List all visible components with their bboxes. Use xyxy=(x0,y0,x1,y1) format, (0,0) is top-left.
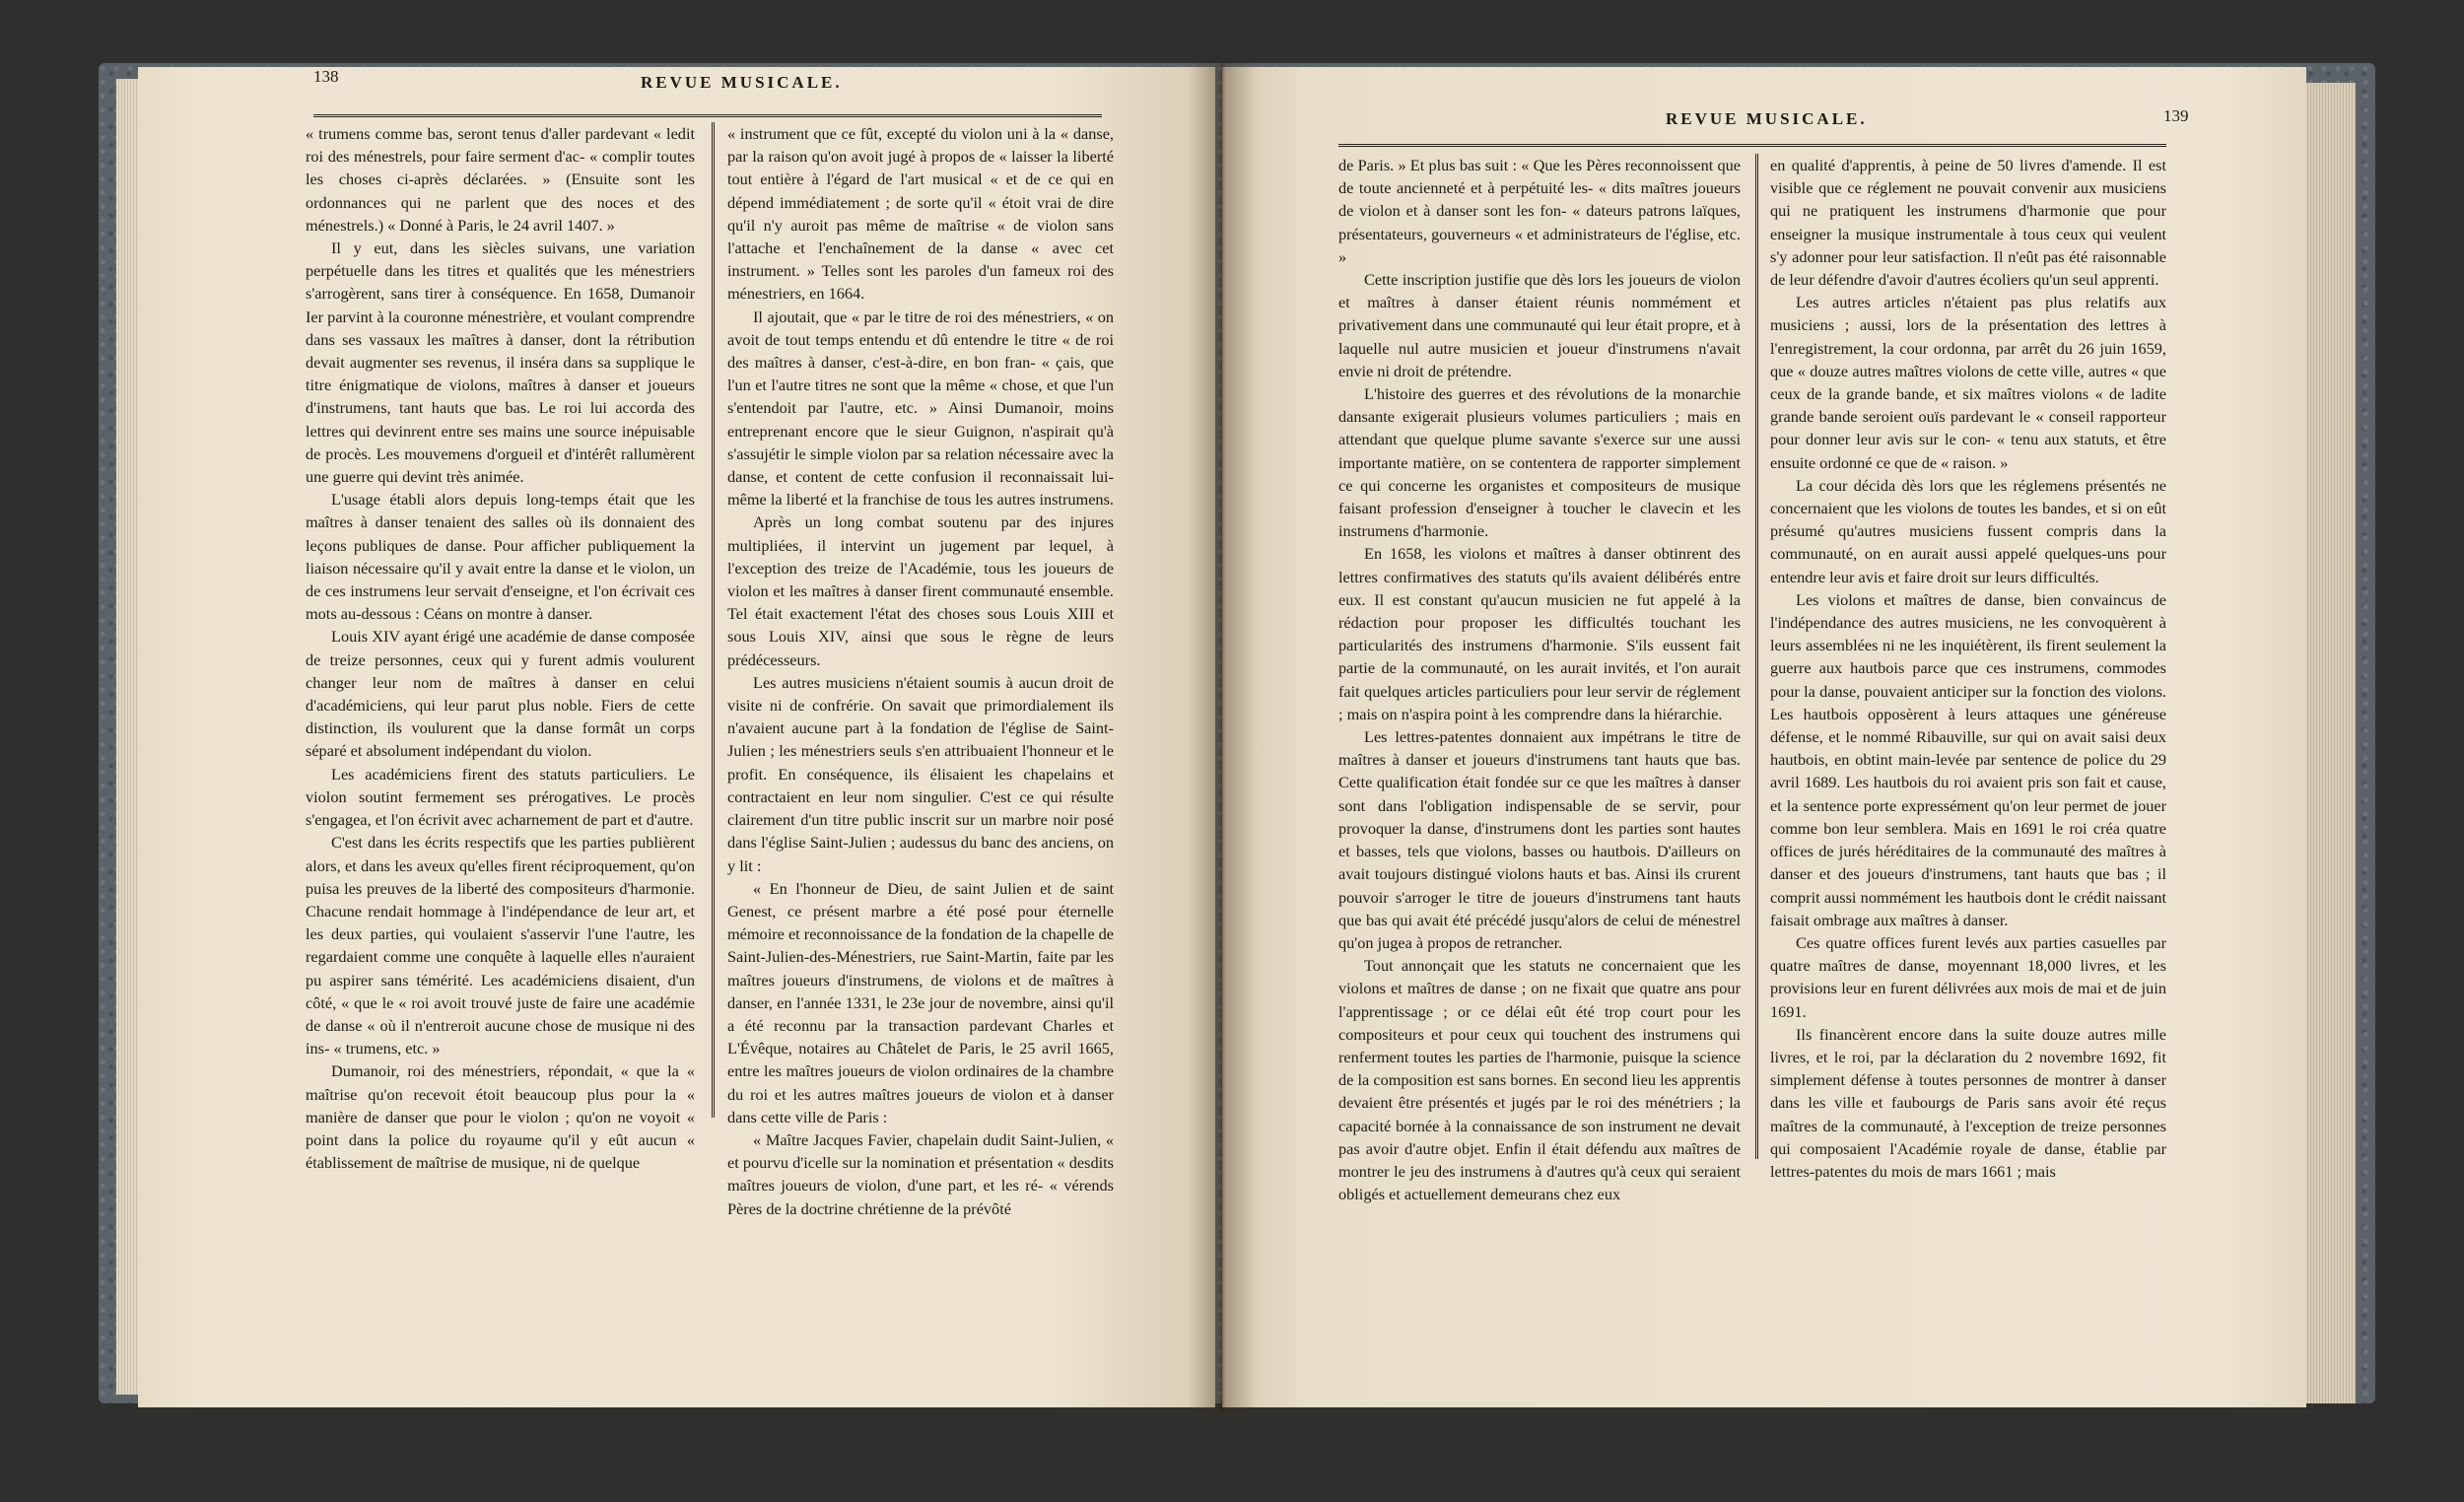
paragraph: En 1658, les violons et maîtres à danser obtinrent des lettres confirmatives des statuts qu'ils avaient délibérés entre eux. Il est constant qu'aucun musicien ne fut appelé à la rédaction pour proposer les difficultés touchant les particularités des instrumens d'harmonie. S'ils eussent fait partie de la communauté, on les aurait invités, et l'on aurait fait quelques articles particuliers pour leur servir de réglement ; mais on n'aspira point à les comprendre dans la hiérarchie. xyxy=(1338,544,1741,723)
paragraph: Les violons et maîtres de danse, bien convaincus de l'indépendance des autres musiciens, ne les convoquèrent à leurs assemblées ni ne les inquiétèrent, ils firent seulement la guerre aux hautbois parce que ces instrumens, commodes pour la danse, pouvaient anticiper sur la fonction des violons. Les hautbois opposèrent à leurs attaques une généreuse défense, et le nommé Ribauville, sur qui on avait saisi deux hautbois, en obtint main-levée par sentence de police du 29 avril 1689. Les hautbois du roi avaient pris son fait et cause, et la sentence porte expressément qu'on leur permet de jouer comme bon leur semblera. Mais en 1691 le roi créa quatre offices de jurés héréditaires de la communauté des maîtres à danser et des joueurs d'instrumens, tant hauts que bas ; il comprit aussi nommément les hautbois dont le crédit naissant faisait ombrage aux maîtres à danser. xyxy=(1770,589,2166,929)
paragraph: Ils financèrent encore dans la suite douze autres mille livres, et le roi, par la déclaration du 2 novembre 1692, fit simplement défense à toutes personnes de montrer à danser dans les ville et faubourgs de Paris sans avoir été reçus maîtres de la communauté, à l'exception de treize personnes qui composaient l'Académie royale de danse, établie par lettres-patentes du mois de mars 1661 ; mais xyxy=(1770,1024,2166,1181)
left-page xyxy=(138,67,1215,1407)
paragraph: Les autres articles n'étaient pas plus relatifs aux musiciens ; aussi, lors de la présentation des lettres à l'enregistrement, la cour ordonna, par arrêt du 26 juin 1659, que « douze autres maîtres violons de cette ville, autres « que ceux de la grande bande, et six maîtres violons « de ladite grande bande seroient ouïs pardevant le « conseil rapporteur pour donner leur avis sur le con- « tenu aux statuts, et être ensuite ordonné ce que de « raison. » xyxy=(1770,293,2166,472)
right-column-1 xyxy=(1338,154,1741,1205)
left-column-2 xyxy=(727,122,1114,1220)
running-head: REVUE MUSICALE. xyxy=(641,73,843,92)
right-column-2 xyxy=(1770,154,2166,1183)
paragraph: Il y eut, dans les siècles suivans, une variation perpétuelle dans les titres et qualités que les ménestriers s'arrogèrent, sans tirer à conséquence. En 1658, Dumanoir Ier parvint à la couronne ménestrière, et voulant comprendre dans ses vassaux les maîtres à danser, dont la rétribution devait augmenter ses revenus, il inséra dans sa supplique le titre énigmatique de violons, maîtres à danser et joueurs d'instrumens, tant hauts que bas. Le roi lui accorda des lettres qui devinrent entre ses mains une source inépuisable de procès. Les mouvemens d'orgueil et d'intérêt rallumèrent une guerre qui devint très animée. xyxy=(306,239,695,487)
paragraph: Il ajoutait, que « par le titre de roi des ménestriers, « on avoit de tout temps entendu et dû entendre le titre « de roi des maîtres à danser, c'est-à-dire, en bon fran- « çais, que l'un et l'autre titres ne sont que la même « chose, et que l'un s'entendoit par l'autre, etc. » Ainsi Dumanoir, moins entreprenant encore que le sieur Guignon, n'aspirait qu'à s'assujétir le simple violon par sa relation nécessaire avec la danse, et content de cette confusion il reconnaissait lui-même la liberté et la franchise de tous les autres instrumens. xyxy=(727,307,1114,510)
paragraph: « instrument que ce fût, excepté du violon uni à la « danse, par la raison qu'on avoit jugé à propos de « laisser la liberté tout entière à l'égard de l'art musical « et de ce qui en dépend immédiatement ; de sorte qu'il « étoit vrai de dire qu'il n'y auroit pas même de maîtrise « de violon sans l'attache et l'enchaînement de la danse « avec cet instrument. » Telles sont les paroles d'un fameux roi des ménestriers, en 1664. xyxy=(727,124,1114,304)
paragraph: Les lettres-patentes donnaient aux impétrans le titre de maîtres à danser et joueurs d'instrumens tant hauts que bas. Cette qualification était fondée sur ce que les maîtres à danser sont dans l'obligation indispensable de se servir, pour provoquer la danse, d'instrumens dont les parties sont hautes et basses, tels que violons, basses ou hautbois. D'ailleurs on avait toujours distingué violons hauts et bas. Ainsi ils crurent pouvoir s'arroger le titre de joueurs d'instrumens tant hauts que bas qui avait été précédé jusqu'alors de celui de ménestrel qu'on jugea à propos de retrancher. xyxy=(1338,727,1741,952)
column-rule xyxy=(712,122,715,1118)
paragraph: « trumens comme bas, seront tenus d'aller pardevant « ledit roi des ménestrels, pour faire serment d'ac- « complir toutes les choses ci-après déclarées. » (Ensuite sont les ordonnances qui ne parlent que des noces et des ménestrels.) « Donné à Paris, le 24 avril 1407. » xyxy=(306,124,695,235)
paragraph: « En l'honneur de Dieu, de saint Julien et de saint Genest, ce présent marbre a été posé pour éternelle mémoire et reconnoissance de la fondation de la chapelle de Saint-Julien-des-Ménestriers, rue Saint-Martin, faite par les maîtres joueurs d'instrumens, de violons et de maîtres à danser, en l'année 1331, le 23e jour de novembre, ainsi qu'il a été reconnu par la transaction pardevant Charles et L'Évêque, notaires au Châtelet de Paris, le 25 avril 1665, entre les maîtres joueurs de violon ordinaires de la chambre du roi et les autres maîtres joueurs de violon et à danser dans cette ville de Paris : xyxy=(727,878,1114,1126)
paragraph: La cour décida dès lors que les réglemens présentés ne concernaient que les violons de toutes les bandes, et si on eût présumé qu'autres musiciens fussent compris dans la communauté, on en aurait aussi appelé quelques-uns pour entendre leur avis et faire droit sur leurs difficultés. xyxy=(1770,475,2166,586)
paragraph: Cette inscription justifie que dès lors les joueurs de violon et maîtres à danser étaient réunis nommément et privativement dans une communauté qui leur était propre, et à laquelle nul autre musicien et joueur d'instrumens n'avait envie ni droit de prétendre. xyxy=(1338,270,1741,380)
paragraph: Les autres musiciens n'étaient soumis à aucun droit de visite ni de confrérie. On savait que primordialement ils n'avaient aucune part à la fondation de l'église de Saint-Julien ; les ménestriers seuls s'en attribuaient l'honneur et le profit. En conséquence, ils élisaient les chapelains et contractaient en leur nom singulier. C'est ce qui résulte clairement d'un titre public inscrit sur un marbre noir posé dans l'église Saint-Julien ; audessus du banc des anciens, on y lit : xyxy=(727,672,1114,875)
header-rule xyxy=(1338,144,2166,147)
paragraph: de Paris. » Et plus bas suit : « Que les Pères reconnoissent que de toute ancienneté et à perpétuité les- « dits maîtres joueurs de violon et à danser sont les fon- « dateurs patrons laïques, présentateurs, gouverneurs « et administrateurs de l'église, etc. » xyxy=(1338,156,1741,266)
running-head: REVUE MUSICALE. xyxy=(1666,109,1868,128)
paragraph: « Maître Jacques Favier, chapelain dudit Saint-Julien, « et pourvu d'icelle sur la nomination et présentation « desdits maîtres joueurs de violon, d'une part, et les ré- « vérends Pères de la doctrine chrétienne de la prévôté xyxy=(727,1129,1114,1218)
paragraph: Louis XIV ayant érigé une académie de danse composée de treize personnes, ceux qui y furent admis voulurent changer leur nom de maîtres à danser en celui d'académiciens, qui leur parut plus noble. Fiers de cette distinction, ils voulurent que la danse formât un corps séparé et absolument indépendant du violon. xyxy=(306,627,695,761)
page-number: 138 xyxy=(313,67,339,86)
paragraph: C'est dans les écrits respectifs que les parties publièrent alors, et dans les aveux qu'elles firent réciproquement, qu'on puisa les preuves de la liberté des compositeurs d'harmonie. Chacune rendait hommage à l'indépendance de leur art, et les deux parties, qui voulaient s'asservir l'une l'autre, les regardaient comme une conquête à laquelle elles n'auraient pu aspirer sans témérité. Les académiciens disaient, d'un côté, « que le « roi avoit trouvé juste de faire une académie de danse « où il n'entreroit aucune chose de musique ni des ins- « trumens, etc. » xyxy=(306,833,695,1058)
paragraph: en qualité d'apprentis, à peine de 50 livres d'amende. Il est visible que ce réglement ne pouvait convenir aux musiciens qui ne pratiquent les instrumens d'harmonie que pour enseigner la musique instrumentale à tous ceux qui veulent s'y adonner pour leur satisfaction. Il n'eût pas été raisonnable de leur défendre d'avoir d'autres écoliers qu'un seul apprenti. xyxy=(1770,156,2166,290)
left-column-1 xyxy=(306,122,695,1174)
paragraph: L'histoire des guerres et des révolutions de la monarchie dansante exigerait plusieurs volumes particuliers ; mais en attendant que quelque plume savante s'exerce sur une aussi importante matière, on se contentera de rapporter simplement ce qui concerne les organistes et compositeurs de musique faisant profession d'enseigner à toucher le clavecin et les instrumens d'harmonie. xyxy=(1338,384,1741,541)
paragraph: Tout annonçait que les statuts ne concernaient que les violons et maîtres de danse ; on ne fixait que quatre ans pour l'apprentissage ; or ce délai eût été trop court pour les compositeurs et pour ceux qui touchent des instrumens qui renferment toutes les parties de l'harmonie, puisque la science de la composition est sans bornes. En second lieu les apprentis devaient être présentés et jugés par le roi des ménétriers ; la capacité bornée à la connaissance de son instrument ne devait pas avoir d'autre objet. Enfin il était défendu aux maîtres de montrer le jeu des instrumens à d'autres qu'à ceux qui seraient obligés et actuellement demeurans chez eux xyxy=(1338,956,1741,1204)
paragraph: Dumanoir, roi des ménestriers, répondait, « que la « maîtrise qu'on recevoit étoit beaucoup plus pour la « manière de danser que pour le violon ; qu'on ne voyoit « point dans la police du royaume qu'il y eût aucun « établissement de maîtrise de musique, ni de quelque xyxy=(306,1061,695,1173)
header-rule xyxy=(313,114,1102,117)
right-page xyxy=(1222,67,2306,1407)
paragraph: Après un long combat soutenu par des injures multipliées, il intervint un jugement par lequel, à l'exception des treize de l'Académie, tous les joueurs de violon et les maîtres à danser firent communauté ensemble. Tel était exactement l'état des choses sous Louis XIII et sous Louis XIV, ainsi que sous le règne de leurs prédécesseurs. xyxy=(727,512,1114,669)
paragraph: L'usage établi alors depuis long-temps était que les maîtres à danser tenaient des salles où ils donnaient des leçons publiques de danse. Pour afficher publiquement la liaison nécessaire qu'il y avait entre la danse et le violon, un de ces instrumens leur servait d'enseigne, et l'on écrivait ces mots au-dessous : Céans on montre à danser. xyxy=(306,490,695,624)
column-rule xyxy=(1755,154,1758,1159)
paragraph: Les académiciens firent des statuts particuliers. Le violon soutint fermement ses prérogatives. Le procès s'engagea, et l'on écrivit avec acharnement de part et d'autre. xyxy=(306,764,695,830)
paragraph: Ces quatre offices furent levés aux parties casuelles par quatre maîtres de danse, moyennant 18,000 livres, et les provisions leur en furent délivrées aux mois de mai et de juin 1691. xyxy=(1770,932,2166,1021)
page-number: 139 xyxy=(2163,106,2189,125)
